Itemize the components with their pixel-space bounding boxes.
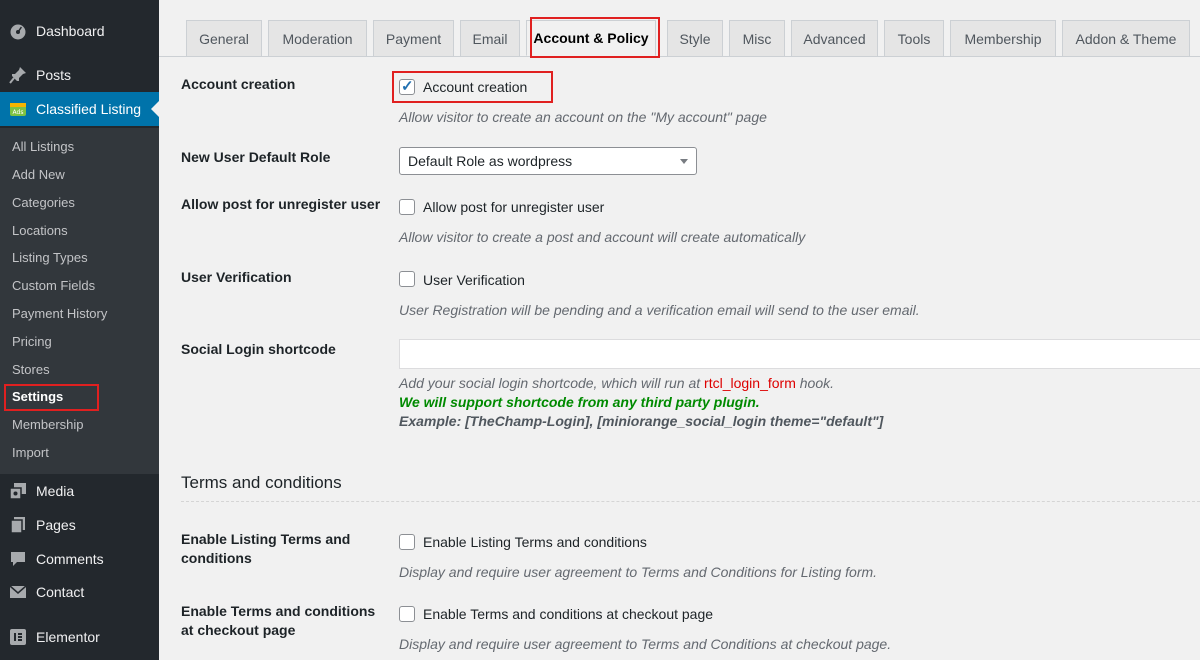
tab-payment[interactable]: Payment (373, 20, 454, 56)
social-login-desc-prefix: Add your social login shortcode, which will run at (399, 375, 701, 391)
mail-icon (9, 583, 27, 601)
tab-membership[interactable]: Membership (950, 20, 1056, 56)
submenu-payment-history[interactable]: Payment History (12, 306, 108, 321)
listing-terms-checkbox[interactable] (399, 534, 415, 550)
pages-icon (9, 516, 27, 534)
checkout-terms-description: Display and require user agreement to Terms and Conditions at checkout page. (399, 636, 892, 652)
pin-icon (9, 66, 27, 84)
tab-tools[interactable]: Tools (884, 20, 944, 56)
ads-icon (9, 100, 27, 118)
default-role-label: New User Default Role (181, 149, 331, 165)
post-unregister-label: Allow post for unregister user (181, 196, 381, 212)
menu-posts[interactable] (0, 58, 159, 92)
social-login-input[interactable] (399, 339, 1200, 369)
verification-checkbox-label[interactable]: User Verification (423, 272, 525, 288)
account-creation-description: Allow visitor to create an account on the "My account" page (399, 109, 767, 125)
social-login-support-note: We will support shortcode from any third party plugin. (399, 394, 760, 410)
menu-label: Dashboard (36, 23, 105, 39)
tab-advanced[interactable]: Advanced (791, 20, 878, 56)
tabs-baseline (159, 56, 1200, 57)
verification-checkbox[interactable] (399, 271, 415, 287)
submenu-categories[interactable]: Categories (12, 195, 75, 210)
checkout-terms-label: Enable Terms and conditions at checkout page (181, 603, 376, 638)
admin-sidebar (0, 0, 159, 660)
svg-text:Ads: Ads (12, 109, 24, 116)
default-role-select[interactable] (399, 147, 697, 175)
tab-moderation[interactable]: Moderation (268, 20, 367, 56)
submenu-import[interactable]: Import (12, 445, 49, 460)
menu-dashboard[interactable] (0, 14, 159, 48)
menu-label: Elementor (36, 629, 100, 645)
menu-label: Media (36, 483, 75, 499)
menu-label: Contact (36, 584, 85, 600)
social-login-description (399, 374, 834, 392)
chevron-down-icon (680, 159, 688, 164)
menu-label: Classified Listing (36, 101, 142, 117)
default-role-value: Default Role as wordpress (408, 153, 573, 169)
submenu-stores[interactable]: Stores (12, 362, 50, 377)
menu-comments[interactable] (0, 542, 159, 576)
menu-pages[interactable] (0, 508, 159, 542)
verification-description: User Registration will be pending and a verification email will send to the user email. (399, 302, 920, 318)
tab-style[interactable]: Style (667, 20, 723, 56)
settings-highlight-box (4, 384, 99, 411)
listing-terms-description: Display and require user agreement to Terms and Conditions for Listing form. (399, 564, 878, 580)
tab-misc[interactable]: Misc (729, 20, 785, 56)
account-creation-highlight-box (392, 71, 553, 103)
section-divider (181, 501, 1200, 502)
menu-classified-listing[interactable] (0, 92, 159, 126)
submenu-listing-types[interactable]: Listing Types (12, 250, 88, 265)
social-login-example: Example: [TheChamp-Login], [miniorange_social_login theme="default"] (399, 413, 884, 429)
media-icon (9, 482, 27, 500)
social-login-label: Social Login shortcode (181, 341, 336, 357)
account-creation-label: Account creation (181, 76, 296, 92)
submenu-all-listings[interactable]: All Listings (12, 139, 75, 154)
dashboard-icon (9, 22, 27, 40)
tab-email[interactable]: Email (460, 20, 520, 56)
listing-terms-label: Enable Listing Terms and conditions (181, 531, 351, 566)
menu-elementor[interactable] (0, 620, 159, 654)
terms-section-title: Terms and conditions (181, 473, 342, 492)
post-unregister-description: Allow visitor to create a post and account will create automatically (399, 229, 806, 245)
tab-addon-theme[interactable]: Addon & Theme (1062, 20, 1190, 56)
menu-label: Posts (36, 67, 72, 83)
account-creation-checkbox-label[interactable]: Account creation (423, 79, 528, 95)
tab-general[interactable]: General (186, 20, 262, 56)
social-login-hook-name: rtcl_login_form (704, 375, 796, 391)
submenu-pricing[interactable]: Pricing (12, 334, 52, 349)
submenu-locations[interactable]: Locations (12, 223, 68, 238)
submenu-custom-fields[interactable]: Custom Fields (12, 278, 96, 293)
menu-label: Comments (36, 551, 104, 567)
submenu-add-new[interactable]: Add New (12, 167, 65, 182)
post-unregister-checkbox-label[interactable]: Allow post for unregister user (423, 199, 605, 215)
post-unregister-checkbox[interactable] (399, 199, 415, 215)
verification-label: User Verification (181, 269, 292, 285)
submenu-settings[interactable]: Settings (12, 389, 64, 404)
menu-contact[interactable] (0, 575, 159, 609)
menu-media[interactable] (0, 474, 159, 508)
social-login-desc-suffix: hook. (799, 375, 835, 391)
comments-icon (9, 550, 27, 568)
checkout-terms-checkbox-label[interactable]: Enable Terms and conditions at checkout page (423, 606, 714, 622)
tab-account-policy[interactable]: Account & Policy (526, 20, 656, 56)
listing-terms-checkbox-label[interactable]: Enable Listing Terms and conditions (423, 534, 647, 550)
menu-label: Pages (36, 517, 76, 533)
submenu-membership[interactable]: Membership (12, 417, 84, 432)
checkout-terms-checkbox[interactable] (399, 606, 415, 622)
tab-highlight-box (530, 17, 660, 58)
elementor-icon (9, 628, 27, 646)
